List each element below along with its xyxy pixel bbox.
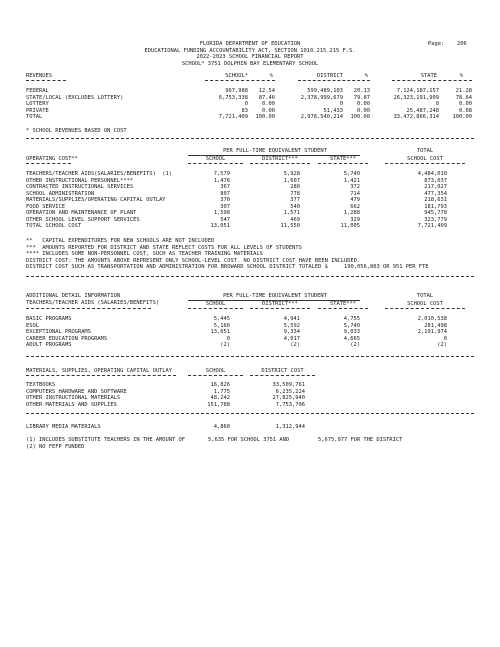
row-label: OTHER INSTRUCTIONAL MATERIALS xyxy=(26,395,121,401)
cell-district: 280 xyxy=(290,184,300,190)
cell-school: 967,988 xyxy=(225,88,248,94)
cell-school: 6,753,338 xyxy=(218,94,248,101)
cell-state: 479 xyxy=(350,197,360,203)
row-label: SCHOOL ADMINISTRATION xyxy=(26,190,95,197)
cell-total: 217,027 xyxy=(424,184,447,190)
row-label: TEACHERS/TEACHER AIDS(SALARIES/BENEFITS) (1) xyxy=(26,171,173,177)
cell-total: 323,779 xyxy=(424,216,447,223)
row-label: OTHER INSTRUCTIONAL PERSONNEL**** xyxy=(26,177,134,184)
report-title-act: EDUCATIONAL FUNDING ACCOUNTABILITY ACT, SECTION 1010.215.215 F.S. xyxy=(144,47,356,54)
cell-school: 83 xyxy=(241,107,248,114)
rule xyxy=(188,163,243,164)
cell-state: 714 xyxy=(350,190,360,197)
cell-state: 0 xyxy=(435,101,439,107)
row-label: STATE/LOCAL (EXCLUDES LOTTERY) xyxy=(26,94,124,101)
cell-total: 0 xyxy=(443,335,447,342)
cell-state-pct: 0.08 xyxy=(459,107,472,114)
cell-school: 151,788 xyxy=(207,401,230,408)
revenues-col-school-pct: % xyxy=(269,73,273,79)
cell-district-pct: 0.00 xyxy=(357,107,370,114)
cell-district: 51,433 xyxy=(323,107,343,114)
cell-school: 13,051 xyxy=(210,329,230,335)
cell-district-pct: 20.13 xyxy=(353,88,370,94)
col-district: DISTRICT*** xyxy=(262,156,298,162)
row-label: ADULT PROGRAMS xyxy=(26,342,72,348)
col-district-cost: DISTRICT COST xyxy=(261,368,304,374)
rule xyxy=(392,80,472,81)
cell-state: 11,005 xyxy=(340,223,360,229)
row-label: CAREER EDUCATION PROGRAMS xyxy=(26,335,108,342)
footnote-1: (1) INCLUDES SUBSTITUTE TEACHERS IN THE AMOUNT OF xyxy=(26,437,186,443)
col-school-cost: SCHOOL COST xyxy=(407,156,443,162)
report-title-agency: FLORIDA DEPARTMENT OF EDUCATION xyxy=(199,41,301,47)
cell-district: 5,928 xyxy=(283,171,300,177)
cell-state: 1,288 xyxy=(343,210,360,216)
rule xyxy=(250,375,315,376)
cell-state: 26,323,191,909 xyxy=(393,94,439,101)
col-total: TOTAL xyxy=(416,293,434,299)
cell-district: 599,489,103 xyxy=(307,88,343,94)
row-label: ESOL xyxy=(26,322,39,329)
fte-header: PER FULL-TIME EQUIVALENT STUDENT xyxy=(223,293,327,299)
cell-total: (2) xyxy=(437,342,447,348)
cell-district: 4,017 xyxy=(283,335,300,342)
cell-district: 11,550 xyxy=(280,223,300,229)
rule xyxy=(188,375,243,376)
cell-state: (2) xyxy=(350,342,360,348)
cell-district: (2) xyxy=(290,342,300,348)
cell-district: 33,509,761 xyxy=(272,382,305,388)
cell-district: 1,312,944 xyxy=(275,424,305,430)
cell-total: 7,721,409 xyxy=(417,223,447,229)
cell-total: 2,010,538 xyxy=(417,316,447,322)
footnote-1-school: 5,635 FOR SCHOOL 3751 AND xyxy=(208,437,290,443)
cell-school: 4,860 xyxy=(213,424,230,430)
cell-school: 5,166 xyxy=(213,322,230,329)
report-title-school: SCHOOL* 3751 DOLPHIN BAY ELEMENTARY SCHOOL xyxy=(181,60,319,67)
cell-total: 281,498 xyxy=(424,322,447,329)
row-label: PRIVATE xyxy=(26,107,49,114)
cell-total: 218,631 xyxy=(424,197,447,203)
rule xyxy=(205,80,275,81)
rule xyxy=(26,163,71,164)
cell-district: 27,825,940 xyxy=(272,395,305,401)
row-label: OTHER SCHOOL LEVEL SUPPORT SERVICES xyxy=(26,216,140,223)
rule xyxy=(385,308,465,309)
row-label: FEDERAL xyxy=(26,88,49,94)
row-label: OTHER MATERIALS AND SUPPLIES xyxy=(26,401,117,408)
col-school: SCHOOL xyxy=(205,301,226,307)
cell-school-pct: 0.00 xyxy=(262,101,275,107)
cell-district-pct: 79.87 xyxy=(353,94,370,101)
row-label: FOOD SERVICE xyxy=(26,203,65,210)
section-divider xyxy=(26,356,474,357)
cell-school: 13,051 xyxy=(210,223,230,229)
cost-note: *** AMOUNTS REPORTED FOR DISTRICT AND STATE REFLECT COSTS FOR ALL LEVELS OF STUDENTS xyxy=(26,244,302,251)
cell-total: 873,037 xyxy=(424,177,447,184)
col-school: SCHOOL xyxy=(205,368,226,374)
col-school: SCHOOL xyxy=(205,156,226,162)
cell-district: 540 xyxy=(290,203,300,210)
cell-district: 5,592 xyxy=(283,322,300,329)
cell-state-pct: 21.28 xyxy=(455,88,472,94)
cell-district-pct: 0.00 xyxy=(357,101,370,107)
cell-total: 945,778 xyxy=(424,210,447,216)
row-label: COMPUTERS HARDWARE AND SOFTWARE xyxy=(26,388,127,395)
cell-state-pct: 100.00 xyxy=(452,114,472,120)
col-total: TOTAL xyxy=(416,148,434,154)
section-divider xyxy=(26,413,474,414)
cell-total: 4,484,010 xyxy=(417,171,447,177)
rule xyxy=(26,80,66,81)
cell-district: 0 xyxy=(339,101,343,107)
cell-school: 547 xyxy=(220,216,230,223)
cell-school: 7,721,409 xyxy=(218,114,248,120)
cell-district: 2,978,540,214 xyxy=(300,114,343,120)
cell-school: 370 xyxy=(220,197,230,203)
rule xyxy=(250,308,310,309)
cost-note: DISTRICT COST: THE AMOUNTS ABOVE REPRESENT ONLY SCHOOL-LEVEL COST. NO DISTRICT COST HAVE BEEN INCLUDED. xyxy=(26,257,361,264)
cell-school: 1,775 xyxy=(213,388,230,395)
cell-district: 9,334 xyxy=(283,329,300,335)
cell-state: 25,487,248 xyxy=(406,107,439,114)
cell-state: 372 xyxy=(350,184,360,190)
row-label: TEXTBOOKS xyxy=(26,382,56,388)
cell-district: 2,378,999,679 xyxy=(300,94,343,101)
cost-note: DISTRICT COST SUCH AS TRANSPORTATION AND ADMINISTRATION FOR BROWARD SCHOOL DISTRICT TOTALED $ 190,056,803 OR 951 PER FTE xyxy=(26,264,429,270)
cell-district: 4,941 xyxy=(283,316,300,322)
cell-state: 33,472,866,314 xyxy=(393,114,439,120)
cell-state: 4,755 xyxy=(343,316,360,322)
cell-state: 329 xyxy=(350,216,360,223)
cell-school: 0 xyxy=(244,101,248,107)
cell-district: 1,607 xyxy=(283,177,300,184)
revenues-col-state: STATE xyxy=(420,73,437,79)
cell-district: 6,235,224 xyxy=(275,388,305,395)
additional-subtitle: TEACHERS/TEACHER AIDS (SALARIES/BENEFITS) xyxy=(26,299,160,306)
fte-header: PER FULL-TIME EQUIVALENT STUDENT xyxy=(223,148,327,154)
revenues-col-state-pct: % xyxy=(459,73,463,79)
cell-state: 9,033 xyxy=(343,329,360,335)
cell-state-pct: 78.64 xyxy=(455,94,472,101)
cell-total: 477,354 xyxy=(424,190,447,197)
col-state: STATE*** xyxy=(330,156,356,162)
row-label: EXCEPTIONAL PROGRAMS xyxy=(26,329,91,335)
rule xyxy=(26,375,176,376)
row-label: BASIC PROGRAMS xyxy=(26,316,72,322)
cell-state: 662 xyxy=(350,203,360,210)
revenues-col-district: DISTRICT xyxy=(317,73,343,79)
page-label: Page: xyxy=(428,41,445,47)
revenues-footnote: * SCHOOL REVENUES BASED ON COST xyxy=(26,128,127,134)
cell-school-pct: 100.00 xyxy=(255,114,275,120)
row-label: OPERATION AND MAINTENANCE OF PLANT xyxy=(26,210,137,216)
rule xyxy=(188,308,243,309)
page-number: 206 xyxy=(457,41,467,47)
cell-district: 469 xyxy=(290,216,300,223)
cell-school-pct: 12.54 xyxy=(258,88,275,94)
cell-district-pct: 100.00 xyxy=(350,114,370,120)
cell-state: 5,740 xyxy=(343,322,360,329)
cell-school: (2) xyxy=(220,342,230,348)
revenues-col-school: SCHOOL* xyxy=(225,73,248,79)
col-school-cost: SCHOOL COST xyxy=(407,301,443,307)
cell-school-pct: 87.46 xyxy=(258,94,275,101)
cell-school: 0 xyxy=(226,335,230,342)
footnote-1-district: 5,675,977 FOR THE DISTRICT xyxy=(318,437,403,443)
rule xyxy=(318,163,368,164)
cell-school: 367 xyxy=(220,184,230,190)
cell-district: 778 xyxy=(290,190,300,197)
cell-district: 377 xyxy=(290,197,300,203)
row-label: LIBRARY MEDIA MATERIALS xyxy=(26,424,101,430)
cost-note: **** INCLUDES SOME NON-PERSONNEL COST, SUCH AS TEACHER TRAINING MATERIALS xyxy=(26,251,263,257)
cell-district: 7,753,706 xyxy=(275,401,305,408)
row-label: TOTAL SCHOOL COST xyxy=(26,223,82,229)
rule xyxy=(26,308,151,309)
cell-school: 48,242 xyxy=(210,395,230,401)
cell-state: 4,665 xyxy=(343,335,360,342)
cell-total: 181,793 xyxy=(424,203,447,210)
col-district: DISTRICT*** xyxy=(262,301,298,307)
cell-school: 7,579 xyxy=(213,171,230,177)
cell-school: 807 xyxy=(220,190,230,197)
cell-school-pct: 0.00 xyxy=(262,107,275,114)
cell-state: 7,124,187,157 xyxy=(396,88,439,94)
additional-title: ADDITIONAL DETAIL INFORMATION xyxy=(26,293,121,299)
col-state: STATE*** xyxy=(330,301,356,307)
cell-school: 1,476 xyxy=(213,177,230,184)
row-label: CONTRACTED INSTRUCTIONAL SERVICES xyxy=(26,184,134,190)
rule xyxy=(318,308,368,309)
rule xyxy=(250,163,310,164)
row-label: TOTAL xyxy=(26,114,43,120)
cell-school: 5,445 xyxy=(213,316,230,322)
cell-state-pct: 0.00 xyxy=(459,101,472,107)
cell-state: 5,740 xyxy=(343,171,360,177)
cell-school: 307 xyxy=(220,203,230,210)
footnote-2: (2) NO FEFP FUNDED xyxy=(26,443,85,450)
rule xyxy=(385,163,465,164)
report-title-year: 2022-2023 SCHOOL FINANCIAL REPORT xyxy=(196,54,304,60)
cost-note: ** CAPITAL EXPENDITURES FOR NEW SCHOOLS ARE NOT INCLUDED xyxy=(26,238,215,244)
materials-title: MATERIALS, SUPPLIES, OPERATING CAPITAL OUTLAY xyxy=(26,368,173,374)
revenues-title: REVENUES xyxy=(26,73,52,79)
section-divider xyxy=(26,276,474,277)
section-divider xyxy=(26,138,474,139)
row-label: MATERIALS/SUPPLIES/OPERATING CAPITAL OUTLAY xyxy=(26,197,166,203)
operating-cost-title: OPERATING COST** xyxy=(26,156,78,162)
cell-total: 2,191,974 xyxy=(417,329,447,335)
cell-school: 1,598 xyxy=(213,210,230,216)
cell-state: 1,421 xyxy=(343,177,360,184)
cell-district: 1,571 xyxy=(283,210,300,216)
revenues-col-district-pct: % xyxy=(364,73,368,79)
row-label: LOTTERY xyxy=(26,101,49,107)
rule xyxy=(298,80,370,81)
cell-school: 16,826 xyxy=(210,382,230,388)
